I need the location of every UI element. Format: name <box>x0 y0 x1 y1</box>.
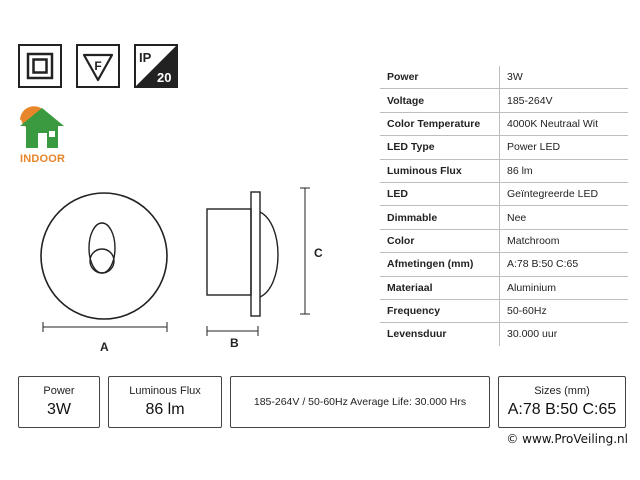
electrical-card-text: 185-264V / 50-60Hz Average Life: 30.000 Hrs <box>253 396 467 408</box>
spec-value: 185-264V <box>500 89 629 112</box>
watermark-text: © www.ProVeiling.nl <box>506 432 628 446</box>
sizes-card <box>498 376 626 428</box>
power-card-label: Power <box>43 385 75 397</box>
spec-value: Matchroom <box>500 229 629 252</box>
spec-row <box>380 276 628 299</box>
luminous-flux-card <box>108 376 222 428</box>
spec-key: Luminous Flux <box>380 159 500 182</box>
spec-row <box>380 66 628 89</box>
spec-value: 30.000 uur <box>507 328 558 341</box>
spec-row <box>380 159 628 182</box>
spec-key: Color Temperature <box>380 112 500 135</box>
spec-value: Power LED <box>500 136 629 159</box>
electrical-card <box>230 376 490 428</box>
spec-row <box>380 136 628 159</box>
spec-key: Power <box>380 66 500 89</box>
dimension-c-label: C <box>314 246 323 260</box>
sizes-card-label: Sizes (mm) <box>534 385 590 397</box>
flux-card-label: Luminous Flux <box>129 385 201 397</box>
spec-key: Frequency <box>380 299 500 322</box>
spec-value: Aluminium <box>500 276 629 299</box>
spec-key: Afmetingen (mm) <box>380 253 500 276</box>
spec-key: LED <box>380 182 500 205</box>
power-card <box>18 376 100 428</box>
dimension-a-label: A <box>100 340 109 354</box>
ip-rating-icon <box>134 44 178 88</box>
spec-table <box>380 66 628 346</box>
spec-row <box>380 299 628 322</box>
dimension-b-label: B <box>230 336 239 350</box>
ip-prefix-text: IP <box>139 50 152 65</box>
indoor-label: INDOOR <box>20 153 66 165</box>
spec-key: Color <box>380 229 500 252</box>
spec-value: 86 lm <box>500 159 629 182</box>
spec-row <box>380 229 628 252</box>
spec-value: A:78 B:50 C:65 <box>500 253 629 276</box>
spec-row <box>380 206 628 229</box>
ip-number-text: 20 <box>157 70 172 85</box>
spec-key: Materiaal <box>380 276 500 299</box>
f-mark-triangle-icon <box>76 44 120 88</box>
spec-key: Dimmable <box>380 206 500 229</box>
spec-key: LED Type <box>380 136 500 159</box>
power-card-value: 3W <box>47 401 71 418</box>
sizes-card-value: A:78 B:50 C:65 <box>507 401 617 418</box>
front-view-drawing <box>36 188 176 358</box>
spec-key: Voltage <box>380 89 500 112</box>
spec-value: 3W <box>500 66 629 89</box>
class-ii-double-insulation-icon <box>18 44 62 88</box>
f-mark-letter: F <box>94 59 102 73</box>
spec-value: 4000K Neutraal Wit <box>500 112 629 135</box>
spec-row <box>380 182 628 205</box>
spec-row <box>380 253 628 276</box>
spec-row <box>380 323 628 346</box>
spec-row <box>380 89 628 112</box>
indoor-house-icon <box>18 104 68 152</box>
spec-value: 50-60Hz <box>500 299 629 322</box>
spec-value: Nee <box>500 206 629 229</box>
side-view-drawing <box>196 182 326 352</box>
spec-key: Levensduur <box>380 323 500 346</box>
spec-value: Geïntegreerde LED <box>500 182 629 205</box>
spec-row <box>380 112 628 135</box>
flux-card-value: 86 lm <box>145 401 185 418</box>
